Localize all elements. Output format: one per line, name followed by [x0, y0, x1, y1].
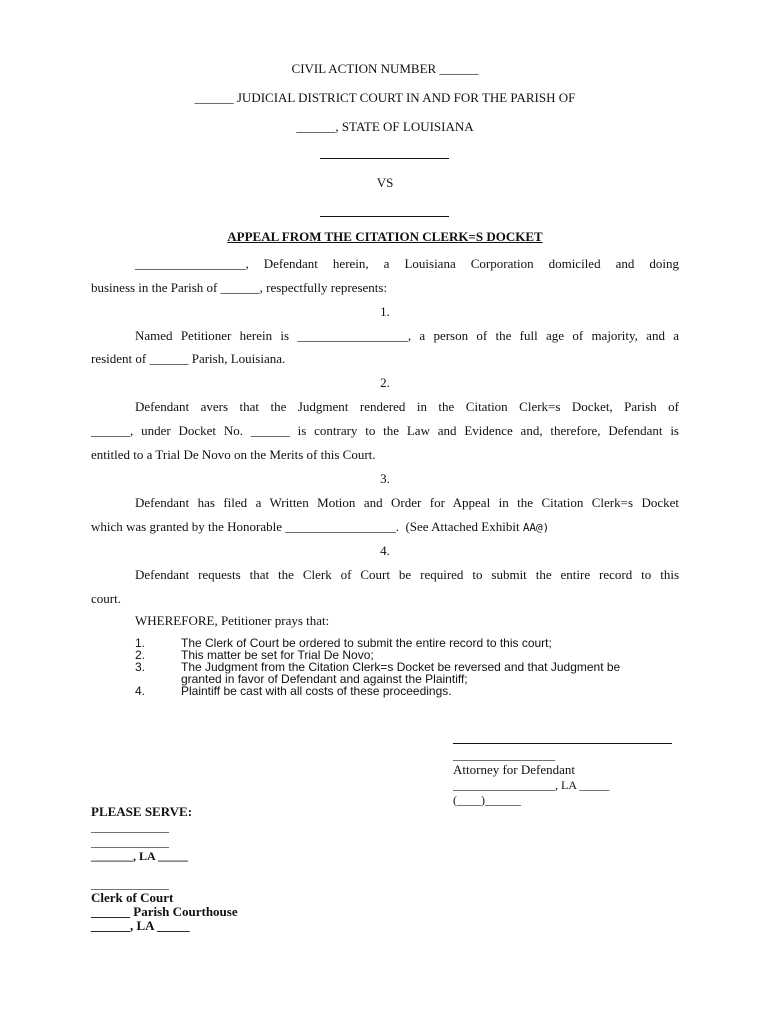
court-heading: ______ JUDICIAL DISTRICT COURT IN AND FOR THE PARISH OF	[194, 90, 576, 105]
paragraph-number: 4.	[380, 543, 390, 558]
intro-line-1: _________________, Defendant herein, a Louisiana Corporation domiciled and doing	[135, 256, 679, 271]
attorney-title: Attorney for Defendant	[453, 762, 576, 777]
paragraph-number: 2.	[380, 375, 390, 390]
clerk-title: Clerk of Court	[91, 890, 174, 905]
paragraph-number: 3.	[380, 471, 390, 486]
serve-city: _______, LA _____	[91, 849, 189, 863]
prayer-list	[135, 637, 680, 707]
attorney-city: _________________, LA _____	[453, 778, 610, 792]
paragraph-2-line-2: ______, under Docket No. ______ is contrary to the Law and Evidence and, therefore, Defendant is	[91, 423, 679, 438]
prayer-item-continuation: granted in favor of Defendant and against the Plaintiff;	[181, 672, 468, 686]
prayer-intro: WHEREFORE, Petitioner prays that:	[135, 613, 330, 628]
signature-blank: _________________	[453, 748, 555, 762]
attorney-phone: (____)______	[453, 793, 521, 807]
clerk-city: ______, LA _____	[91, 918, 190, 933]
serve-line-2: _____________	[91, 835, 169, 849]
prayer-item-number: 3.	[135, 660, 146, 674]
plaintiff-name-line	[320, 158, 449, 159]
prayer-item-text: The Judgment from the Citation Clerk=s Docket be reversed and that Judgment be	[181, 660, 621, 674]
exhibit-label: AA@)	[522, 521, 550, 534]
paragraph-number: 1.	[380, 304, 390, 319]
intro-line-2: business in the Parish of ______, respectfully represents:	[91, 280, 388, 295]
civil-action-number: CIVIL ACTION NUMBER ______	[291, 61, 479, 76]
prayer-item-number: 1.	[135, 636, 146, 650]
paragraph-2-line-3: entitled to a Trial De Novo on the Merits of this Court.	[91, 447, 376, 462]
paragraph-3-line-2-text: which was granted by the Honorable _________________. (See Attached Exhibit	[91, 519, 523, 534]
defendant-name-line	[320, 216, 449, 217]
document-title: APPEAL FROM THE CITATION CLERK=S DOCKET	[227, 229, 543, 244]
serve-line-1: _____________	[91, 820, 169, 834]
prayer-item-number: 4.	[135, 684, 146, 698]
prayer-item-text: The Clerk of Court be ordered to submit the entire record to this court;	[181, 636, 552, 650]
prayer-item-number: 2.	[135, 648, 146, 662]
signature-line	[453, 743, 672, 744]
versus-label: VS	[376, 175, 394, 190]
paragraph-3-line-2	[91, 519, 549, 536]
prayer-item-text: This matter be set for Trial De Novo;	[181, 648, 374, 662]
clerk-courthouse: ______ Parish Courthouse	[91, 904, 238, 919]
paragraph-4-line-2: court.	[91, 591, 121, 606]
prayer-item-text: Plaintiff be cast with all costs of these proceedings.	[181, 684, 452, 698]
paragraph-3-line-1: Defendant has filed a Written Motion and Order for Appeal in the Citation Clerk=s Docket	[135, 495, 679, 510]
please-serve-heading: PLEASE SERVE:	[91, 804, 193, 819]
paragraph-2-line-1: Defendant avers that the Judgment rendered in the Citation Clerk=s Docket, Parish of	[135, 399, 679, 414]
state-heading: ______, STATE OF LOUISIANA	[296, 119, 474, 134]
paragraph-1-line-1: Named Petitioner herein is _________________, a person of the full age of majority, and a	[135, 328, 679, 343]
paragraph-1-line-2: resident of ______ Parish, Louisiana.	[91, 351, 286, 366]
paragraph-4-line-1: Defendant requests that the Clerk of Court be required to submit the entire record to this	[135, 567, 679, 582]
clerk-blank: _____________	[91, 877, 169, 891]
